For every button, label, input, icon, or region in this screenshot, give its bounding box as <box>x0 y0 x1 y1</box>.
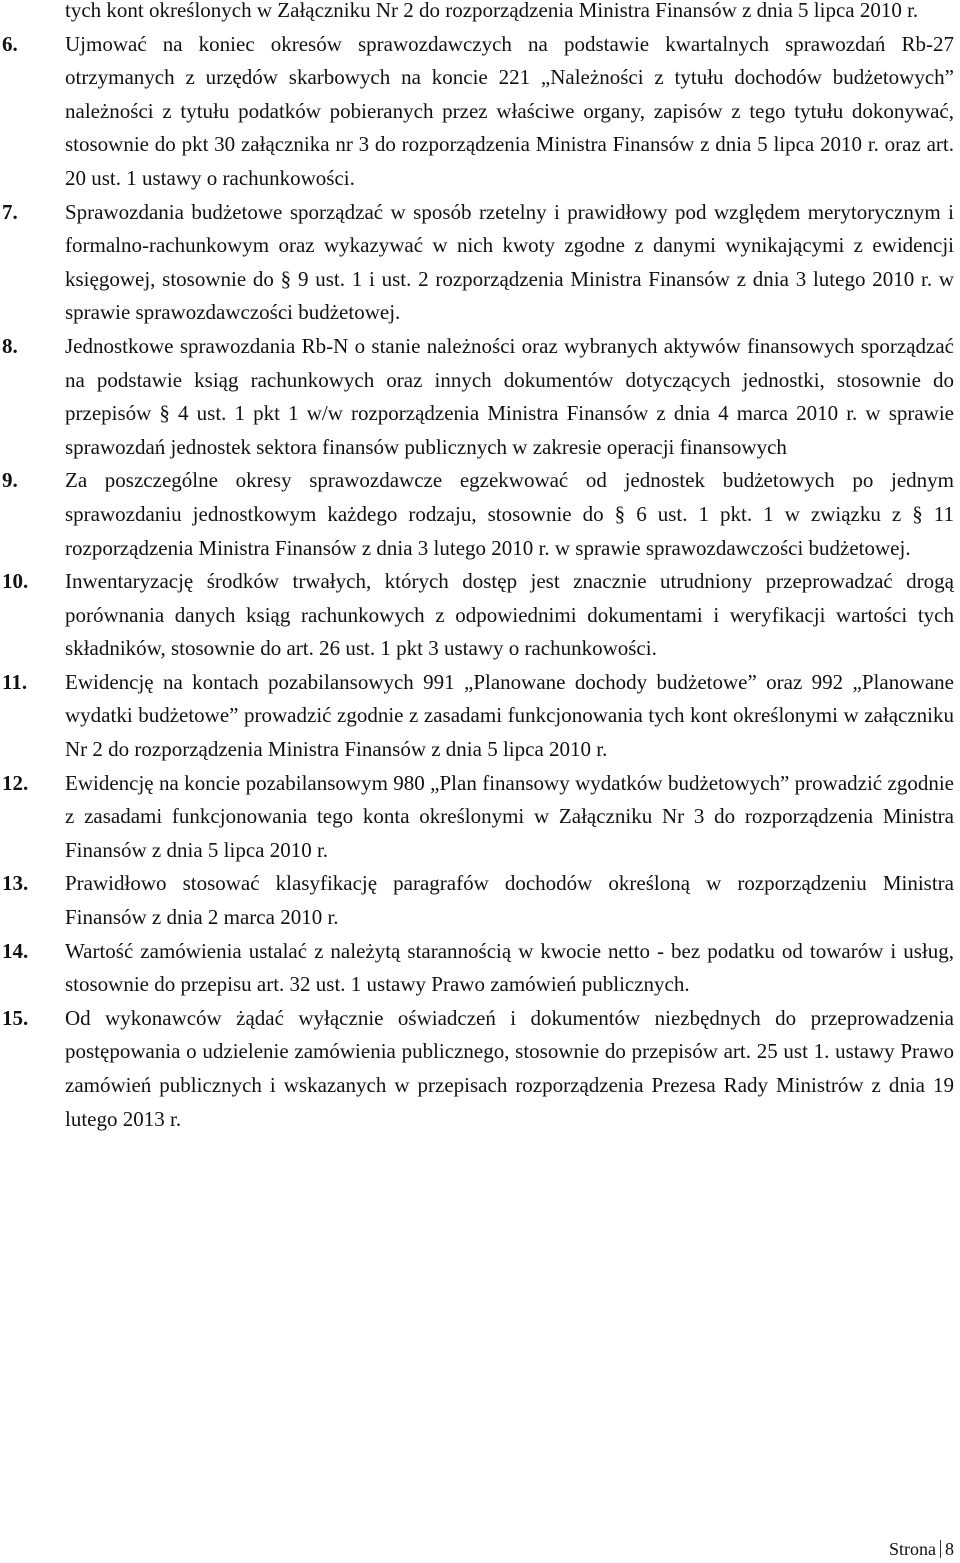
page-number: 8 <box>945 1539 954 1559</box>
list-item <box>0 196 954 330</box>
list-item <box>0 464 954 565</box>
item-text: Jednostkowe sprawozdania Rb-N o stanie należności oraz wybranych aktywów finansowych sporządzać na podstawie ksiąg rachunkowych oraz innych dokumentów dotyczących jednostki, stosownie do przepisów § 4 ust. 1 pkt 1 w/w rozporządzenia Ministra Finansów z dnia 4 marca 2010 r. w sprawie sprawozdań jednostek sektora finansów publicznych w zakresie operacji finansowych <box>65 333 954 459</box>
item-text: Za poszczególne okresy sprawozdawcze egzekwować od jednostek budżetowych po jednym sprawozdaniu jednostkowym każdego rodzaju, stosownie do § 6 ust. 1 pkt. 1 w związku z § 11 rozporządzenia Ministra Finansów z dnia 3 lutego 2010 r. w sprawie sprawozdawczości budżetowej. <box>65 468 954 560</box>
item-number: 12. <box>2 770 29 795</box>
item-number: 8. <box>2 333 18 358</box>
item-text: Od wykonawców żądać wyłącznie oświadczeń i dokumentów niezbędnych do przeprowadzenia postępowania o udzielenie zamówienia publicznego, stosownie do przepisów art. 25 ust 1. ustawy Prawo zamówień publicznych i wskazanych w przepisach rozporządzenia Prezesa Rady Ministrów z dnia 19 lutego 2013 r. <box>65 1005 954 1131</box>
item-text: Ewidencję na kontach pozabilansowych 991 „Planowane dochody budżetowe” oraz 992 „Planowane wydatki budżetowe” prowadzić zgodnie z zasadami funkcjonowania tych kont określonymi w załączniku Nr 2 do rozporządzenia Ministra Finansów z dnia 5 lipca 2010 r. <box>65 669 954 762</box>
continuation-paragraph: tych kont określonych w Załączniku Nr 2 do rozporządzenia Ministra Finansów z dnia 5 lipca 2010 r. <box>65 0 919 22</box>
item-number: 9. <box>2 468 18 493</box>
list-item <box>0 565 954 666</box>
item-number: 15. <box>2 1005 29 1030</box>
footer-separator <box>940 1540 941 1558</box>
list-item <box>0 767 954 868</box>
item-text: Ujmować na koniec okresów sprawozdawczych na podstawie kwartalnych sprawozdań Rb-27 otrzymanych z urzędów skarbowych na koncie 221 „Należności z tytułu dochodów budżetowych” należności z tytułu podatków pobieranych przez właściwe organy, zapisów z tego tytułu dokonywać, stosownie do pkt 30 załącznika nr 3 do rozporządzenia Ministra Finansów z dnia 5 lipca 2010 r. oraz art. 20 ust. 1 ustawy o rachunkowości. <box>65 31 954 190</box>
item-text: Ewidencję na koncie pozabilansowym 980 „Plan finansowy wydatków budżetowych” prowadzić zgodnie z zasadami funkcjonowania tego konta określonymi w Załączniku Nr 3 do rozporządzenia Ministra Finansów z dnia 5 lipca 2010 r. <box>65 770 954 862</box>
list-item <box>0 935 954 1002</box>
item-number: 7. <box>2 199 18 224</box>
list-item <box>0 330 954 464</box>
list-item <box>0 666 954 767</box>
footer-label: Strona <box>889 1539 936 1559</box>
list-item <box>0 1002 954 1136</box>
item-text: Sprawozdania budżetowe sporządzać w sposób rzetelny i prawidłowy pod względem merytorycznym i formalno-rachunkowym oraz wykazywać w nich kwoty zgodne z danymi wynikającymi z ewidencji księgowej, stosownie do § 9 ust. 1 i ust. 2 rozporządzenia Ministra Finansów z dnia 3 lutego 2010 r. w sprawie sprawozdawczości budżetowej. <box>65 199 954 325</box>
item-text: Wartość zamówienia ustalać z należytą starannością w kwocie netto - bez podatku od towarów i usług, stosownie do przepisu art. 32 ust. 1 ustawy Prawo zamówień publicznych. <box>65 938 954 997</box>
item-number: 13. <box>2 871 29 896</box>
item-number: 10. <box>2 569 29 594</box>
item-number: 6. <box>2 31 18 56</box>
item-text: Inwentaryzację środków trwałych, których dostęp jest znacznie utrudniony przeprowadzać drogą porównania danych ksiąg rachunkowych z odpowiednimi dokumentami i weryfikacji wartości tych składników, stosownie do art. 26 ust. 1 pkt 3 ustawy o rachunkowości. <box>65 569 954 661</box>
item-text: Prawidłowo stosować klasyfikację paragrafów dochodów określoną w rozporządzeniu Ministra Finansów z dnia 2 marca 2010 r. <box>65 871 954 930</box>
item-number: 14. <box>2 938 29 963</box>
list-item <box>0 867 954 934</box>
list-item <box>0 28 954 196</box>
page-footer <box>889 1538 954 1560</box>
item-number: 11. <box>2 669 28 694</box>
recommendations-list <box>0 28 954 1137</box>
